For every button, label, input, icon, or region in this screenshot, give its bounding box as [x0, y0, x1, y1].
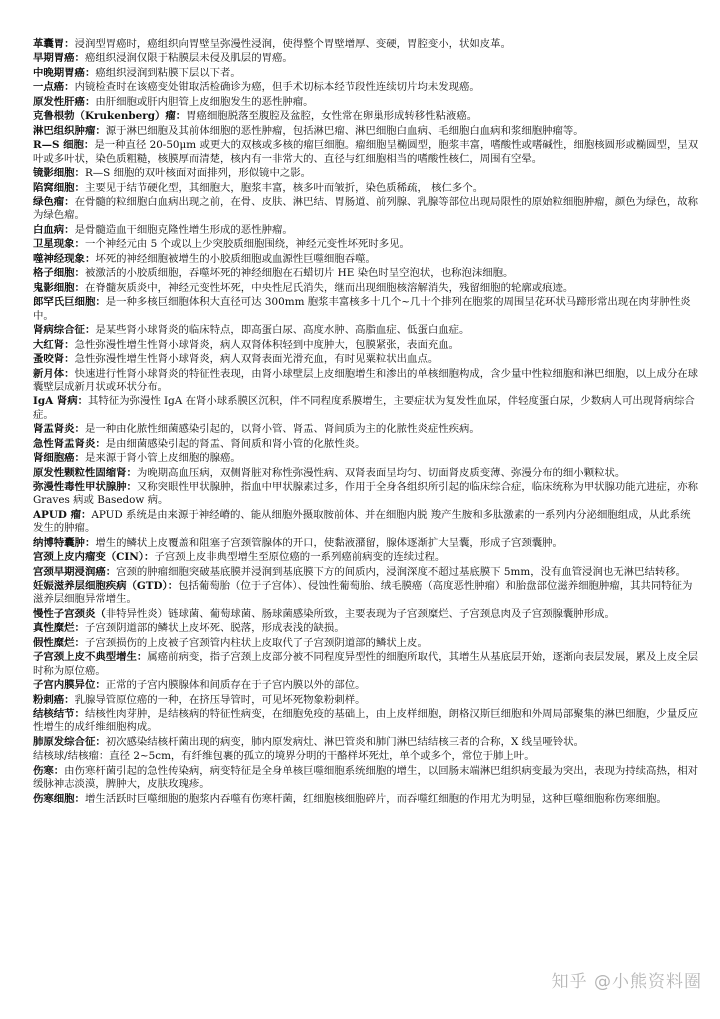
entry-term: 噬神经现象： [33, 252, 96, 265]
entry-definition: 包括葡萄胎（位于子宫体）、侵蚀性葡萄胎、绒毛膜癌（高度恶性肿瘤）和胎盘部位滋养细胞肿瘤，其共同特征为滋养层细胞异常增生。 [33, 580, 693, 606]
watermark: 知乎 @小熊资料圈 [551, 972, 702, 992]
glossary-entry [33, 423, 700, 436]
glossary-entry [33, 750, 700, 763]
entry-definition: 正常的子宫内膜腺体和间质存在于子宫内膜以外的部位。 [105, 679, 366, 692]
entry-term: 早期胃癌： [33, 52, 85, 65]
entry-term: 原发性颗粒性固缩肾： [33, 466, 137, 479]
glossary-entry [33, 38, 700, 51]
glossary-entry [33, 793, 700, 806]
glossary-entry [33, 110, 700, 123]
entry-definition: 被激活的小胶质细胞，吞噬坏死的神经细胞在石蜡切片 HE 染色时呈空泡状，也称泡沫细胞。 [84, 267, 514, 280]
entry-definition: 其特征为弥漫性 IgA 在肾小球系膜区沉积，伴不同程度系膜增生，主要症状为复发性血尿，伴轻度蛋白尿，少数病人可出现肾病综合症。 [33, 395, 695, 421]
entry-term: 子宫内膜异位： [33, 679, 106, 692]
glossary-entry [33, 96, 700, 109]
entry-term: 真性糜烂： [33, 622, 85, 635]
entry-definition: 源于淋巴细胞及其前体细胞的恶性肿瘤，包括淋巴瘤、淋巴细胞白血病、毛细胞白血病和浆细胞肿瘤等。 [105, 124, 584, 137]
entry-term: 子宫颈上皮不典型增生： [33, 651, 148, 664]
entry-term: IgA 肾病： [33, 395, 88, 408]
glossary-entry [33, 651, 700, 678]
entry-term: 慢性子宫颈炎（ [33, 607, 106, 620]
entry-term: 急性肾盂肾炎： [33, 437, 106, 450]
entry-definition: 乳腺导管原位癌的一种，在挤压导管时，可见坏死物象粉刺样。 [74, 693, 366, 706]
entry-term: 原发性肝癌： [33, 95, 96, 108]
glossary-entry [33, 580, 700, 607]
entry-definition: 结核球/结核瘤：直径 2~5cm，有纤维包裹的孤立的境界分明的干酪样坏死灶，单个或多个，常位于肺上叶。 [33, 750, 535, 763]
entry-definition: 在脊髓灰质炎中，神经元变性坏死，中央性尼氏消失，继而出现细胞核溶解消失，残留细胞的轮廓或痕迹。 [84, 281, 574, 294]
entry-term: 粉刺癌： [33, 693, 75, 706]
entry-term: 克鲁根勃（Krukenberg）瘤： [33, 110, 187, 123]
entry-definition: 子宫颈阴道部的鳞状上皮坏死、脱落，形成表浅的缺损。 [84, 622, 345, 635]
glossary-entry [33, 708, 700, 735]
glossary-entry [33, 182, 700, 195]
entry-term: 白血病： [33, 223, 75, 236]
entry-definition: 宫颈的肿瘤细胞突破基底膜并浸润到基底膜下方的间质内，浸润深度不超过基底膜下 5mm，没有血管浸润也无淋巴结转移。 [116, 565, 687, 578]
entry-definition: 癌组织浸润到粘膜下层以下者。 [95, 66, 241, 79]
glossary-entry [33, 467, 700, 480]
glossary-entry [33, 765, 700, 792]
glossary-entry [33, 622, 700, 635]
glossary-entry [33, 81, 700, 94]
glossary-entry [33, 67, 700, 80]
entry-term: 郎罕氏巨细胞： [33, 296, 106, 309]
entry-definition: 属癌前病变，指子宫颈上皮部分被不同程度异型性的细胞所取代，其增生从基底层开始，逐渐向表层发展，累及上皮全层时称为原位癌。 [33, 651, 698, 677]
glossary-entry [33, 736, 700, 749]
glossary-entry [33, 282, 700, 295]
entry-term: 纳博特囊肿： [33, 536, 96, 549]
entry-definition: 急性弥漫性增生性肾小球肾炎，病人双肾表面光滑充血，有时见粟粒状出血点。 [74, 353, 439, 366]
entry-term: 肾细胞癌： [33, 452, 85, 465]
entry-term: APUD 瘤： [33, 508, 92, 521]
entry-definition: 结核性肉芽肿，是结核病的特征性病变，在细胞免疫的基础上，由上皮样细胞，朗格汉斯巨细胞和外周局部聚集的淋巴细胞，少量反应性增生的成纤维细胞构成。 [33, 708, 698, 734]
entry-definition: 增生活跃时巨噬细胞的胞浆内吞噬有伤寒杆菌，红细胞核细胞碎片，而吞噬红细胞的作用尤为明显，这种巨噬细胞称伤寒细胞。 [84, 792, 667, 805]
entry-definition: 内镜检查时在该癌变处钳取活检确诊为癌，但手术切标本经节段性连续切片均未发现癌。 [74, 81, 480, 94]
entry-definition: 是骨髓造血干细胞克隆性增生形成的恶性肿瘤。 [74, 223, 293, 236]
glossary-entry [33, 694, 700, 707]
entry-definition: 坏死的神经细胞被增生的小胶质细胞或血源性巨噬细胞吞噬。 [95, 252, 376, 265]
glossary-entry [33, 253, 700, 266]
entry-term: 革囊胃： [33, 38, 75, 50]
entry-term: 中晚期胃癌： [33, 66, 96, 79]
glossary-entry [33, 139, 700, 166]
glossary-entry [33, 353, 700, 366]
entry-definition: 子宫颈上皮非典型增生至原位癌的一系列癌前病变的连续过程。 [154, 551, 446, 564]
entry-term: 大红肾： [33, 338, 75, 351]
glossary-entry [33, 679, 700, 692]
glossary-entry [33, 167, 700, 180]
entry-term: 蚤咬肾： [33, 353, 75, 366]
entry-term: 妊娠滋养层细胞疾病（GTD）： [33, 580, 179, 593]
entry-definition: 主要见于结节硬化型，其细胞大，胞浆丰富，核多叶而皱折，染色质稀疏， 核仁多个。 [84, 181, 484, 194]
entry-term: 淋巴组织肿瘤： [33, 124, 106, 137]
entry-term: 伤寒细胞： [33, 792, 85, 805]
entry-term: 肾病综合征： [33, 324, 96, 337]
entry-definition: 子宫颈损伤的上皮被子宫颈管内柱状上皮取代了子宫颈阴道部的鳞状上皮。 [84, 636, 428, 649]
glossary-entry [33, 125, 700, 138]
glossary-entry [33, 537, 700, 550]
glossary-entry [33, 238, 700, 251]
entry-definition: 在骨髓的粒细胞白血病出现之前，在骨、皮肤、淋巴结、胃肠道、前列腺、乳腺等部位出现局限性的原始粒细胞肿瘤，颜色为绿色，故称为绿色瘤。 [33, 196, 698, 222]
entry-definition: 增生的鳞状上皮覆盖和阻塞子宫颈管腺体的开口，使黏液潴留，腺体逐渐扩大呈囊，形成子宫颈囊肿。 [95, 536, 563, 549]
glossary-entry [33, 52, 700, 65]
entry-term: R—S 细胞： [33, 139, 95, 152]
entry-term: 宫颈早期浸润癌： [33, 565, 117, 578]
entry-definition: 快速进行性肾小球肾炎的特征性表现，由肾小球壁层上皮细胞增生和渗出的单核细胞构成，含少量中性粒细胞和淋巴细胞，以上成分在球囊壁层成新月状或环状分布。 [33, 367, 698, 393]
entry-term: 肾盂肾炎： [33, 423, 85, 436]
entry-definition: 急性弥漫性增生性肾小球肾炎，病人双肾体积轻到中度肿大，包膜紧张，表面充血。 [74, 338, 460, 351]
glossary-entry [33, 368, 700, 395]
glossary-entry [33, 551, 700, 564]
entry-definition: 是由细菌感染引起的肾盂、肾间质和肾小管的化脓性炎。 [105, 437, 366, 450]
entry-definition: 一个神经元由 5 个或以上少突胶质细胞围绕，神经元变性坏死时多见。 [84, 238, 410, 251]
glossary-entry [33, 395, 700, 422]
entry-term: 宫颈上皮内瘤变（CIN）： [33, 551, 155, 564]
entry-definition: 癌组织浸润仅限于粘膜层未侵及肌层的胃癌。 [84, 52, 293, 65]
glossary-entry [33, 608, 700, 621]
entry-term: 绿色瘤： [33, 196, 75, 209]
entry-term: 陷窝细胞： [33, 181, 85, 194]
entry-term: 鬼影细胞： [33, 281, 85, 294]
entry-term: 镜影细胞： [33, 167, 85, 180]
glossary-entry [33, 324, 700, 337]
entry-definition: 由伤寒杆菌引起的急性传染病，病变特征是全身单核巨噬细胞系统细胞的增生，以回肠末端淋巴组织病变最为突出，表现为持续高热，相对缓脉神志淡漠，脾肿大，皮肤玫瑰疹。 [33, 764, 698, 791]
glossary-entry [33, 481, 700, 508]
entry-list [33, 38, 700, 806]
entry-definition: 由肝细胞或肝内胆管上皮细胞发生的恶性肿瘤。 [95, 95, 314, 108]
entry-term: 结核结节： [33, 708, 85, 721]
entry-term: 伤寒： [33, 764, 65, 777]
entry-term: 弥漫性毒性甲状腺肿： [33, 481, 137, 494]
entry-definition: 是一种由化脓性细菌感染引起的，以肾小管、肾盂、肾间质为主的化脓性炎症性疾病。 [84, 423, 480, 436]
entry-definition: 是一种多核巨细胞体积大直径可达 300mm 胞浆丰富核多十几个~几十个排列在胞浆的周围呈花环状马蹄形常出现在肉芽肿性炎中。 [33, 296, 691, 322]
entry-definition: 初次感染结核杆菌出现的病变，肺内原发病灶、淋巴管炎和肺门淋巴结结核三者的合称，X 线呈哑铃状。 [105, 735, 585, 748]
entry-definition: 非特异性炎）链球菌、葡萄球菌、肠球菌感染所致，主要表现为子宫颈糜烂、子宫颈息肉及子宫颈腺囊肿形成。 [105, 607, 615, 620]
entry-term: 新月体： [33, 367, 75, 380]
glossary-entry [33, 196, 700, 223]
entry-definition: 又称突眼性甲状腺肿，指血中甲状腺素过多，作用于全身各组织所引起的临床综合症，临床统称为甲状腺功能亢进症，亦称 Graves 病或 Basedow 病。 [33, 481, 698, 507]
entry-definition: 是一种直径 20-50μm 或更大的双核或多核的瘤巨细胞。瘤细胞呈椭圆型，胞浆丰富，嗜酸性或嗜碱性，细胞核圆形或椭圆型，呈双叶或多叶状，染色质粗糙，核膜厚而清楚，核内有一非常大的、直径与红细胞相当的嗜酸性核仁，周围有空晕。 [33, 139, 699, 165]
entry-term: 肺原发综合征： [33, 735, 106, 748]
entry-definition: 胃癌细胞脱落至腹腔及盆腔，女性常在卵巢形成转移性粘液癌。 [186, 110, 478, 123]
glossary-entry [33, 339, 700, 352]
entry-term: 卫星现象： [33, 238, 85, 251]
entry-definition: R—S 细胞的双叶核面对面排列，形似镜中之影。 [84, 167, 312, 180]
entry-term: 假性糜烂： [33, 636, 85, 649]
glossary-entry [33, 637, 700, 650]
entry-term: 一点癌： [33, 81, 75, 94]
glossary-entry [33, 296, 700, 323]
entry-definition: APUD 系统是由来源于神经嵴的、能从细胞外摄取胺前体、并在细胞内脱 羧产生胺和多肽激素的一系列内分泌细胞组成，从此系统发生的肿瘤。 [33, 508, 691, 535]
entry-definition: 是某些肾小球肾炎的临床特点，即高蛋白尿、高度水肿、高脂血症、低蛋白血症。 [95, 324, 470, 337]
glossary-entry [33, 267, 700, 280]
entry-definition: 为晚期高血压病，双侧肾脏对称性弥漫性病、双肾表面呈均匀、切面肾皮质变薄、弥漫分布的细小颗粒状。 [136, 466, 626, 479]
glossary-entry [33, 452, 700, 465]
entry-definition: 是来源于肾小管上皮细胞的腺癌。 [84, 452, 241, 465]
glossary-entry [33, 438, 700, 451]
entry-definition: 浸润型胃癌时，癌组织向胃壁呈弥漫性浸润，使得整个胃壁增厚、变硬，胃腔变小，状如皮革。 [74, 38, 511, 50]
glossary-entry [33, 224, 700, 237]
glossary-entry [33, 566, 700, 579]
entry-term: 格子细胞： [33, 267, 85, 280]
glossary-entry [33, 509, 700, 536]
